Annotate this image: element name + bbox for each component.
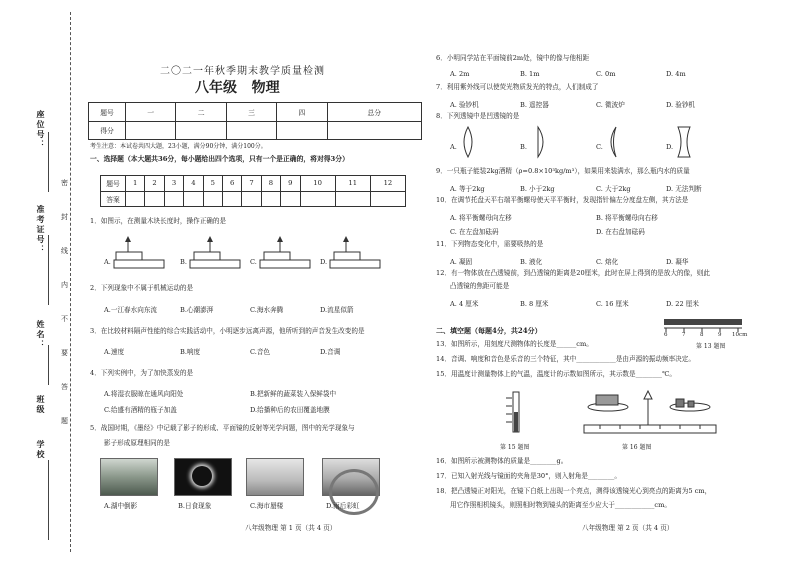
question-8-stem: 8．下列透镜中是凹透镜的是 [436,112,520,120]
fig15-caption: 第 15 题图 [500,444,530,451]
question-16: 16．如图所示被测物体的质量是________g。 [436,457,568,465]
answer-header-cell: 12 [370,176,405,192]
q3-option-b[interactable]: B.响度 [180,348,201,356]
question-18-cont: 用它作照相机镜头，则照相时物到镜头的距离至少应大于____________cm。 [450,501,671,509]
q7-option-b[interactable]: B. 遥控器 [520,101,549,109]
ruler-tick-label: 9 [718,332,722,338]
q8-option-d[interactable]: D. [666,143,674,151]
q5-option-d[interactable]: D.雨后彩虹 [326,502,360,510]
seal-char: 密 [61,179,68,187]
q6-option-b[interactable]: B. 1m [520,70,540,78]
answer-cell[interactable] [126,191,145,207]
question-15: 15．用温度计测量物体上的气温，温度计的示数如图所示，其示数是________℃。 [436,370,676,378]
answer-row-label: 答案 [101,191,126,207]
question-12-stem: 12．有一物体放在凸透镜前，到凸透镜的距离是20厘米，此时在屏上得到的是放大的像，则此 [436,269,710,277]
q3-option-c[interactable]: C.音色 [250,348,271,356]
exam-no-label: 准考证号： [36,205,46,255]
exam-subject: 八年级 物理 [195,80,280,96]
answer-table [100,175,406,207]
lake-reflection-image [100,458,158,496]
section1-title: 一、选择题（本大题共36分，每小题给出四个选项，只有一个是正确的，将对得3分） [90,155,349,163]
seal-char: 要 [61,349,68,357]
ruler-tick-label: 8 [700,332,704,338]
q10-option-d[interactable]: D. 在右盘加砝码 [596,228,645,236]
q6-option-a[interactable]: A. 2m [450,70,470,78]
q11-option-d[interactable]: D. 凝华 [666,258,689,266]
seat-label: 座位号： [36,110,46,150]
question-7-stem: 7．利用紫外线可以使荧光物质发光的特点，人们制成了 [436,83,599,91]
score-header-cell: 二 [176,103,226,122]
q2-option-d[interactable]: D.流星似箭 [320,306,354,314]
score-cell[interactable] [176,121,226,140]
page-footer-right: 八年级物理 第 2 页（共 4 页） [582,524,674,532]
q2-option-c[interactable]: C.海水奔腾 [250,306,284,314]
q5-option-b[interactable]: B.日食现象 [178,502,212,510]
mirage-image [246,458,304,496]
question-18: 18．把凸透镜正对阳光，在镜下白纸上出现一个亮点，测得该透镜光心到亮点的距离为5 cm， [436,487,712,495]
question-11-stem: 11．下列物态变化中，需要吸热的是 [436,240,544,248]
q11-option-b[interactable]: B. 液化 [520,258,543,266]
q1-option-c[interactable]: C. [250,258,257,266]
seal-char: 封 [61,213,68,221]
q7-option-a[interactable]: A. 验钞机 [450,101,479,109]
q1-option-d[interactable]: D. [320,258,328,266]
answer-cell[interactable] [184,191,203,207]
name-label: 姓名： [36,320,46,350]
q10-option-c[interactable]: C. 在左盘加砝码 [450,228,499,236]
question-3-stem: 3．在比较材料隔声性能的综合实践活动中，小明逐步远离声源，他所听到的声音发生改变的是 [90,327,365,335]
q8-option-b[interactable]: B. [520,143,527,151]
q8-option-a[interactable]: A. [450,143,457,151]
q9-option-a[interactable]: A. 等于2kg [450,185,485,193]
q12-option-b[interactable]: B. 8 厘米 [520,300,549,308]
answer-header-cell: 7 [242,176,261,192]
q6-option-c[interactable]: C. 0m [596,70,616,78]
score-row-label: 得分 [89,121,126,140]
score-header-cell: 题号 [89,103,126,122]
q2-option-a[interactable]: A.一江春水向东流 [104,306,158,314]
q4-option-a[interactable]: A.将湿衣服晾在通风向阳处 [104,390,184,398]
seal-char: 不 [61,315,68,323]
q1-option-b[interactable]: B. [180,258,187,266]
q4-option-b[interactable]: B.把新鲜的蔬菜装入保鲜袋中 [250,390,337,398]
ruler-figure-d [328,234,388,274]
answer-cell[interactable] [203,191,222,207]
thermometer-figure [500,390,532,438]
answer-cell[interactable] [335,191,370,207]
seal-char: 线 [61,247,68,255]
answer-header-cell: 4 [184,176,203,192]
q12-option-a[interactable]: A. 4 厘米 [450,300,479,308]
answer-cell[interactable] [300,191,335,207]
question-14: 14．音调、响度和音色是乐音的三个特征，其中____________是由声源的振动频率决定。 [436,355,695,363]
score-cell[interactable] [327,121,421,140]
section2-title: 二、填空题（每题4分，共24分） [436,326,542,335]
score-header-cell: 三 [226,103,276,122]
answer-header-cell: 10 [300,176,335,192]
score-cell[interactable] [277,121,327,140]
question-6-stem: 6．小明同学站在平面镜前2m处，镜中的像与他相距 [436,54,590,62]
rainbow-image [322,458,380,496]
binding-line [70,12,71,552]
score-cell[interactable] [226,121,276,140]
q9-option-d[interactable]: D. 无法判断 [666,185,702,193]
answer-cell[interactable] [281,191,300,207]
q9-option-c[interactable]: C. 大于2kg [596,185,631,193]
question-4-stem: 4．下列实例中，为了加快蒸发的是 [90,369,194,377]
answer-cell[interactable] [261,191,280,207]
question-13: 13．如图所示，用刻度尺测物体的长度是______cm。 [436,340,593,348]
q5-option-c[interactable]: C.海市蜃楼 [250,502,284,510]
answer-header-cell: 11 [335,176,370,192]
answer-cell[interactable] [242,191,261,207]
seal-char: 题 [61,417,68,425]
q8-option-c[interactable]: C. [596,143,603,151]
q12-option-d[interactable]: D. 22 厘米 [666,300,699,308]
answer-header-cell: 1 [126,176,145,192]
q3-option-a[interactable]: A.速度 [104,348,125,356]
question-2-stem: 2．下列现象中不属于机械运动的是 [90,284,194,292]
seal-char: 答 [61,383,68,391]
q7-option-d[interactable]: D. 验钞机 [666,101,696,109]
score-header-cell: 四 [277,103,327,122]
ruler-tick-label: 10cm [732,332,748,338]
answer-header-cell: 3 [164,176,183,192]
q5-option-a[interactable]: A.湖中倒影 [104,502,138,510]
ruler-figure-b [188,234,248,274]
question-5-stem-cont: 影子形成原理相同的是 [104,439,170,447]
score-table [88,102,422,140]
ruler-tick-label: 6 [664,332,668,338]
q4-option-d[interactable]: D.给播种后的农田覆盖地膜 [250,406,330,414]
q1-option-a[interactable]: A. [104,258,111,266]
exam-no-underline [48,235,49,305]
q4-option-c[interactable]: C.给盛有酒精的瓶子加盖 [104,406,177,414]
q11-option-c[interactable]: C. 熔化 [596,258,619,266]
answer-header-cell: 9 [281,176,300,192]
ruler-figure-c [258,234,318,274]
answer-cell[interactable] [164,191,183,207]
q11-option-a[interactable]: A. 凝固 [450,258,473,266]
meniscus-lens-icon [604,125,624,159]
question-1-stem: 1．如图示，在测量木块长度时，操作正确的是 [90,217,227,225]
answer-header-cell: 8 [261,176,280,192]
plano-convex-lens-icon [530,125,550,159]
school-underline [48,460,49,540]
q10-option-b[interactable]: B. 将平衡螺母向右移 [596,214,658,222]
biconvex-lens-icon [458,125,478,159]
q2-option-b[interactable]: B.心潮澎湃 [180,306,214,314]
question-5-stem: 5．战国时期，《墨经》中记载了影子的形成、平面镜的反射等光学问题，图中的光学现象与 [90,424,355,432]
school-label: 学校 [36,440,46,460]
answer-cell[interactable] [145,191,164,207]
q6-option-d[interactable]: D. 4m [666,70,686,78]
ruler-figure-a [112,234,172,274]
q10-option-a[interactable]: A. 将平衡螺母向左移 [450,214,512,222]
seal-char: 内 [61,281,68,289]
notice: 考生注意：本试卷共四大题，23小题，满分90分钟，满分100分。 [90,143,267,150]
balance-figure [580,385,720,437]
seat-underline [48,132,49,192]
score-header-cell: 一 [126,103,176,122]
answer-header-cell: 5 [203,176,222,192]
ruler-tick-label: 7 [682,332,686,338]
answer-header-cell: 2 [145,176,164,192]
answer-header-cell: 题号 [101,176,126,192]
page-footer-left: 八年级物理 第 1 页（共 4 页） [245,524,337,532]
score-cell[interactable] [126,121,176,140]
question-10-stem: 10．在调节托盘天平右端平衡螺母使天平平衡时，发现指针偏左分度盘左侧，其方法是 [436,196,689,204]
q3-option-d[interactable]: D.音调 [320,348,341,356]
question-17: 17．已知入射光线与镜面的夹角是30°，则入射角是________。 [436,472,621,480]
class-label: 班级 [36,395,46,415]
biconcave-lens-icon [674,125,694,159]
score-header-cell: 总分 [327,103,421,122]
fig16-caption: 第 16 题图 [622,444,652,451]
answer-cell[interactable] [222,191,241,207]
answer-cell[interactable] [370,191,405,207]
q9-option-b[interactable]: B. 小于2kg [520,185,555,193]
answer-header-cell: 6 [222,176,241,192]
name-underline [48,345,49,385]
question-9-stem: 9．一只瓶子能装2kg酒精（ρ=0.8×10³kg/m³），如果用来装满水，那么瓶内水的质量 [436,167,690,175]
solar-eclipse-image [174,458,232,496]
fig13-caption: 第 13 题图 [696,343,726,350]
q12-option-c[interactable]: C. 16 厘米 [596,300,629,308]
q7-option-c[interactable]: C. 微波炉 [596,101,625,109]
question-12-stem-cont: 凸透镜的焦距可能是 [450,282,510,290]
exam-title: 二〇二一年秋季期末教学质量检测 [160,66,325,77]
